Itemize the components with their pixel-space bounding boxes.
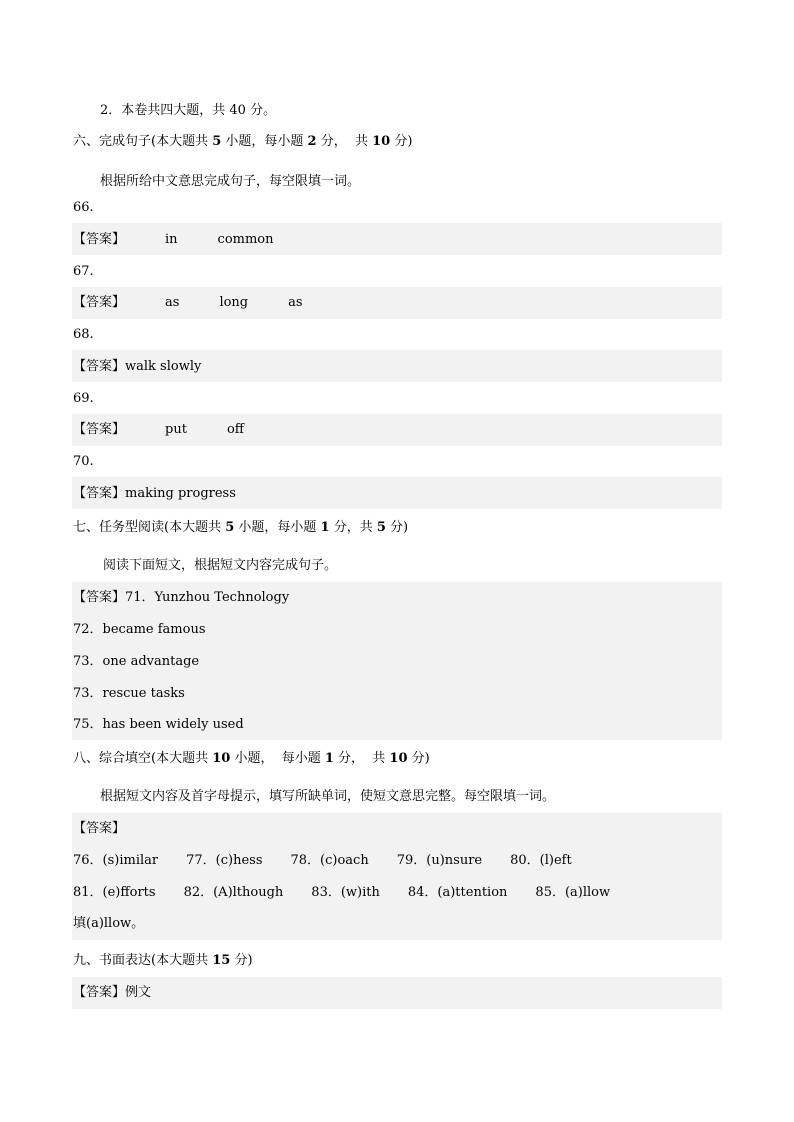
exam-note: 2．本卷共四大题，共 40 分。 — [100, 103, 277, 118]
section-6-title: 六、完成句子(本大题共 5 小题，每小题 2 分， 共 10 分) — [73, 134, 413, 149]
question-70-number: 70. — [73, 454, 94, 469]
answer-box-section-8 — [72, 813, 722, 940]
question-69-number: 69. — [73, 391, 94, 406]
answer-85-note: 填(a)llow。 — [73, 916, 145, 931]
answer-73: 73．one advantage — [73, 654, 200, 669]
section-6-instructions: 根据所给中文意思完成句子，每空限填一词。 — [100, 174, 361, 189]
answer-72: 72．became famous — [73, 622, 206, 637]
answers-76-80: 76．(s)imilar 77．(c)hess 78．(c)oach 79．(u)nsure 80．(l)eft — [73, 853, 572, 868]
answer-70: 【答案】making progress — [73, 486, 236, 501]
section-8-title: 八、综合填空(本大题共 10 小题， 每小题 1 分， 共 10 分) — [73, 751, 430, 766]
section-7-title: 七、任务型阅读(本大题共 5 小题，每小题 1 分，共 5 分) — [73, 520, 409, 535]
question-67-number: 67. — [73, 264, 94, 279]
answer-label-section-8: 【答案】 — [73, 821, 126, 836]
answer-67: 【答案】 as long as — [73, 295, 303, 310]
answer-69: 【答案】 put off — [73, 422, 244, 437]
section-7-instructions: 阅读下面短文，根据短文内容完成句子。 — [103, 558, 338, 573]
answer-68: 【答案】walk slowly — [73, 359, 202, 374]
section-8-instructions: 根据短文内容及首字母提示，填写所缺单词，使短文意思完整。每空限填一词。 — [100, 789, 556, 804]
answer-box-section-9 — [72, 977, 722, 1009]
answer-section-9: 【答案】例文 — [73, 985, 152, 1000]
answer-71: 【答案】71．Yunzhou Technology — [73, 590, 290, 605]
answers-81-85: 81．(e)fforts 82．(A)lthough 83．(w)ith 84．(a)ttention 85．(a)llow — [73, 885, 611, 900]
answer-66: 【答案】 in common — [73, 232, 274, 247]
answer-74: 73．rescue tasks — [73, 686, 185, 701]
section-9-title: 九、书面表达(本大题共 15 分) — [73, 953, 253, 968]
answer-75: 75．has been widely used — [73, 717, 244, 732]
question-68-number: 68. — [73, 327, 94, 342]
question-66-number: 66. — [73, 200, 94, 215]
